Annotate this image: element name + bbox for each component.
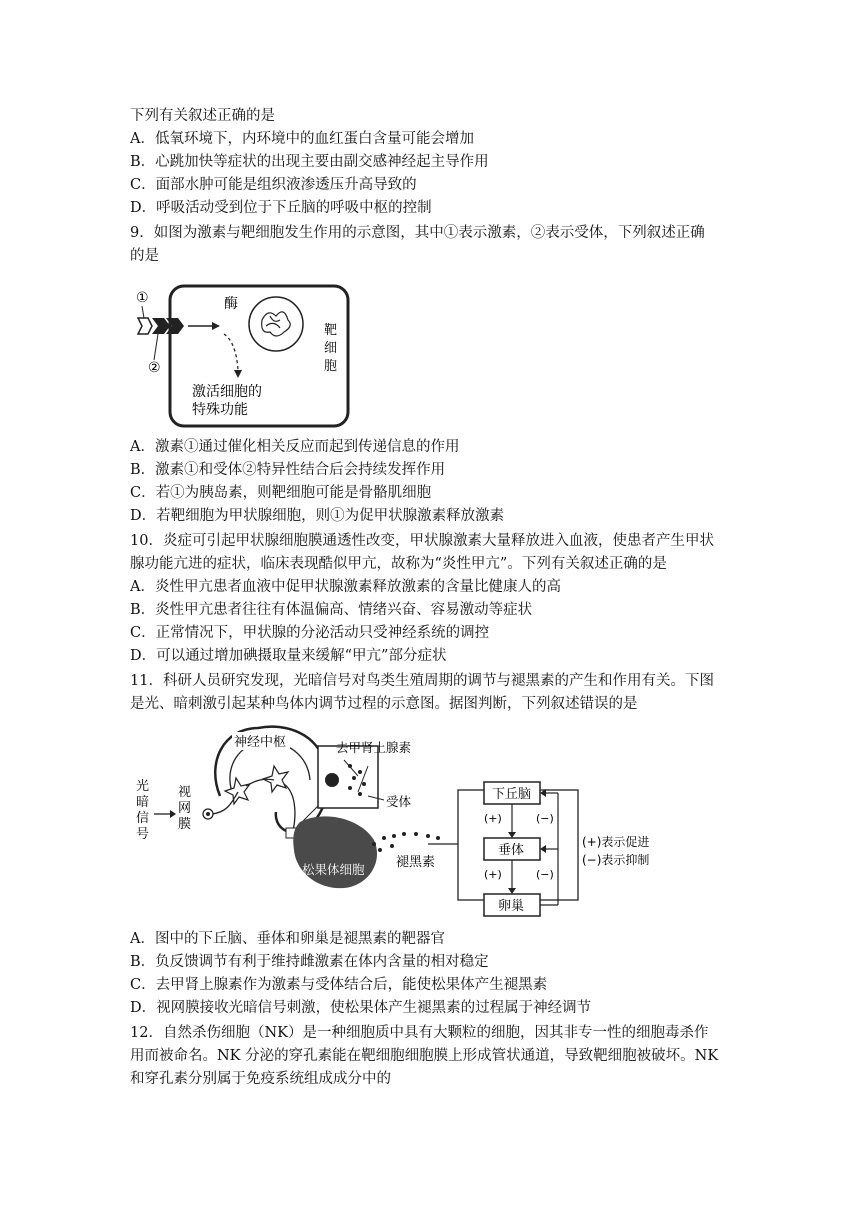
q11-option-b: B．负反馈调节有利于维持雌激素在体内含量的相对稳定: [130, 954, 489, 970]
q8-option-c: C．面部水肿可能是组织液渗透压升高导致的: [130, 177, 417, 193]
q9-option-d: D．若靶细胞为甲状腺细胞，则①为促甲状腺激素释放激素: [130, 508, 505, 524]
receptor-label-q11: 受体: [386, 794, 412, 809]
receptor-label: ②: [148, 360, 161, 376]
q8-option-b: B．心跳加快等症状的出现主要由副交感神经起主导作用: [130, 154, 489, 170]
effect-line2: 特殊功能: [192, 402, 248, 418]
signal-char-2: 暗: [136, 795, 150, 810]
q8-option-a: A．低氧环境下，内环境中的血红蛋白含量可能会增加: [130, 131, 474, 147]
cell-label-2: 细: [324, 341, 338, 356]
q11-option-c: C．去甲肾上腺素作为激素与受体结合后，能使松果体产生褪黑素: [130, 977, 548, 993]
melatonin-label: 褪黑素: [396, 855, 436, 870]
cns-label: 神经中枢: [234, 735, 287, 750]
q9-option-c: C．若①为胰岛素，则靶细胞可能是骨骼肌细胞: [130, 485, 432, 501]
q12-line1: 12．自然杀伤细胞（NK）是一种细胞质中具有大颗粒的细胞，因其非专一性的细胞毒杀作: [130, 1025, 709, 1041]
minus-2: (−): [536, 868, 554, 881]
cell-label-3: 胞: [324, 359, 338, 374]
melatonin-regulation-figure: [128, 722, 668, 922]
retina-char-2: 网: [178, 801, 192, 816]
legend-inhibit: (−)表示抑制: [582, 853, 650, 867]
hypothalamus-label: 下丘脑: [492, 787, 532, 802]
signal-char-1: 光: [136, 779, 150, 794]
receptor-shape-1: [152, 318, 170, 334]
effect-line1: 激活细胞的: [192, 384, 262, 400]
q12-line3: 和穿孔素分别属于免疫系统组成成分中的: [130, 1071, 391, 1087]
q10-option-b: B．炎性甲亢患者往往有体温偏高、情绪兴奋、容易激动等症状: [130, 602, 533, 618]
minus-1: (−): [536, 812, 554, 825]
q12-line2: 用而被命名。NK 分泌的穿孔素能在靶细胞细胞膜上形成管状通道，导致靶细胞被破坏。NK: [130, 1048, 719, 1064]
neuron-1: [225, 778, 250, 804]
retina-char-3: 膜: [178, 817, 192, 832]
enzyme-label: 酶: [224, 296, 238, 312]
q11-option-a: A．图中的下丘脑、垂体和卵巢是褪黑素的靶器官: [130, 931, 445, 947]
q9-option-b: B．激素①和受体②特异性结合后会持续发挥作用: [130, 462, 446, 478]
q10-option-c: C．正常情况下，甲状腺的分泌活动只受神经系统的调控: [130, 625, 490, 641]
q9-stem-line2: 的是: [130, 248, 159, 264]
hormone-shape: [138, 318, 152, 334]
plus-2: (+): [484, 868, 502, 881]
legend-promote: (+)表示促进: [582, 835, 650, 849]
pineal-gland: [293, 816, 377, 888]
pituitary-label: 垂体: [498, 843, 525, 858]
q8-stem-tail: 下列有关叙述正确的是: [130, 108, 275, 124]
signal-char-3: 信: [136, 811, 150, 826]
ovary-label: 卵巢: [498, 899, 525, 914]
chromatin: [262, 312, 291, 336]
q10-stem-line2: 腺功能亢进的症状，临床表现酷似甲亢，故称为“炎性甲亢”。下列有关叙述正确的是: [130, 556, 667, 572]
melatonin-dots: [372, 832, 440, 852]
plus-1: (+): [484, 812, 502, 825]
q10-stem-line1: 10．炎症可引起甲状腺细胞膜通透性改变，甲状腺激素大量释放进入血液，使患者产生甲状: [130, 533, 714, 549]
q9-stem-line1: 9．如图为激素与靶细胞发生作用的示意图，其中①表示激素，②表示受体，下列叙述正确: [130, 225, 705, 241]
norepinephrine-label: 去甲肾上腺素: [336, 740, 412, 755]
q9-option-a: A．激素①通过催化相关反应而起到传递信息的作用: [130, 439, 460, 455]
hormone-label: ①: [136, 290, 149, 306]
retina-char-1: 视: [178, 785, 192, 800]
q8-option-d: D．呼吸活动受到位于下丘脑的呼吸中枢的控制: [130, 200, 432, 216]
signal-char-4: 号: [136, 827, 150, 842]
q11-stem-line1: 11．科研人员研究发现，光暗信号对鸟类生殖周期的调节与褪黑素的产生和作用有关。下图: [130, 673, 714, 689]
q10-option-a: A．炎性甲亢患者血液中促甲状腺激素释放激素的含量比健康人的高: [130, 579, 561, 595]
pineal-label: 松果体细胞: [302, 862, 365, 877]
q11-option-d: D．视网膜接收光暗信号刺激，使松果体产生褪黑素的过程属于神经调节: [130, 1000, 592, 1016]
cell-label-1: 靶: [324, 323, 338, 338]
hormone-target-cell-figure: [128, 282, 358, 432]
q10-option-d: D．可以通过增加碘摄取量来缓解“甲亢”部分症状: [130, 648, 447, 664]
q11-stem-line2: 是光、暗刺激引起某种鸟体内调节过程的示意图。据图判断，下列叙述错误的是: [130, 696, 638, 712]
